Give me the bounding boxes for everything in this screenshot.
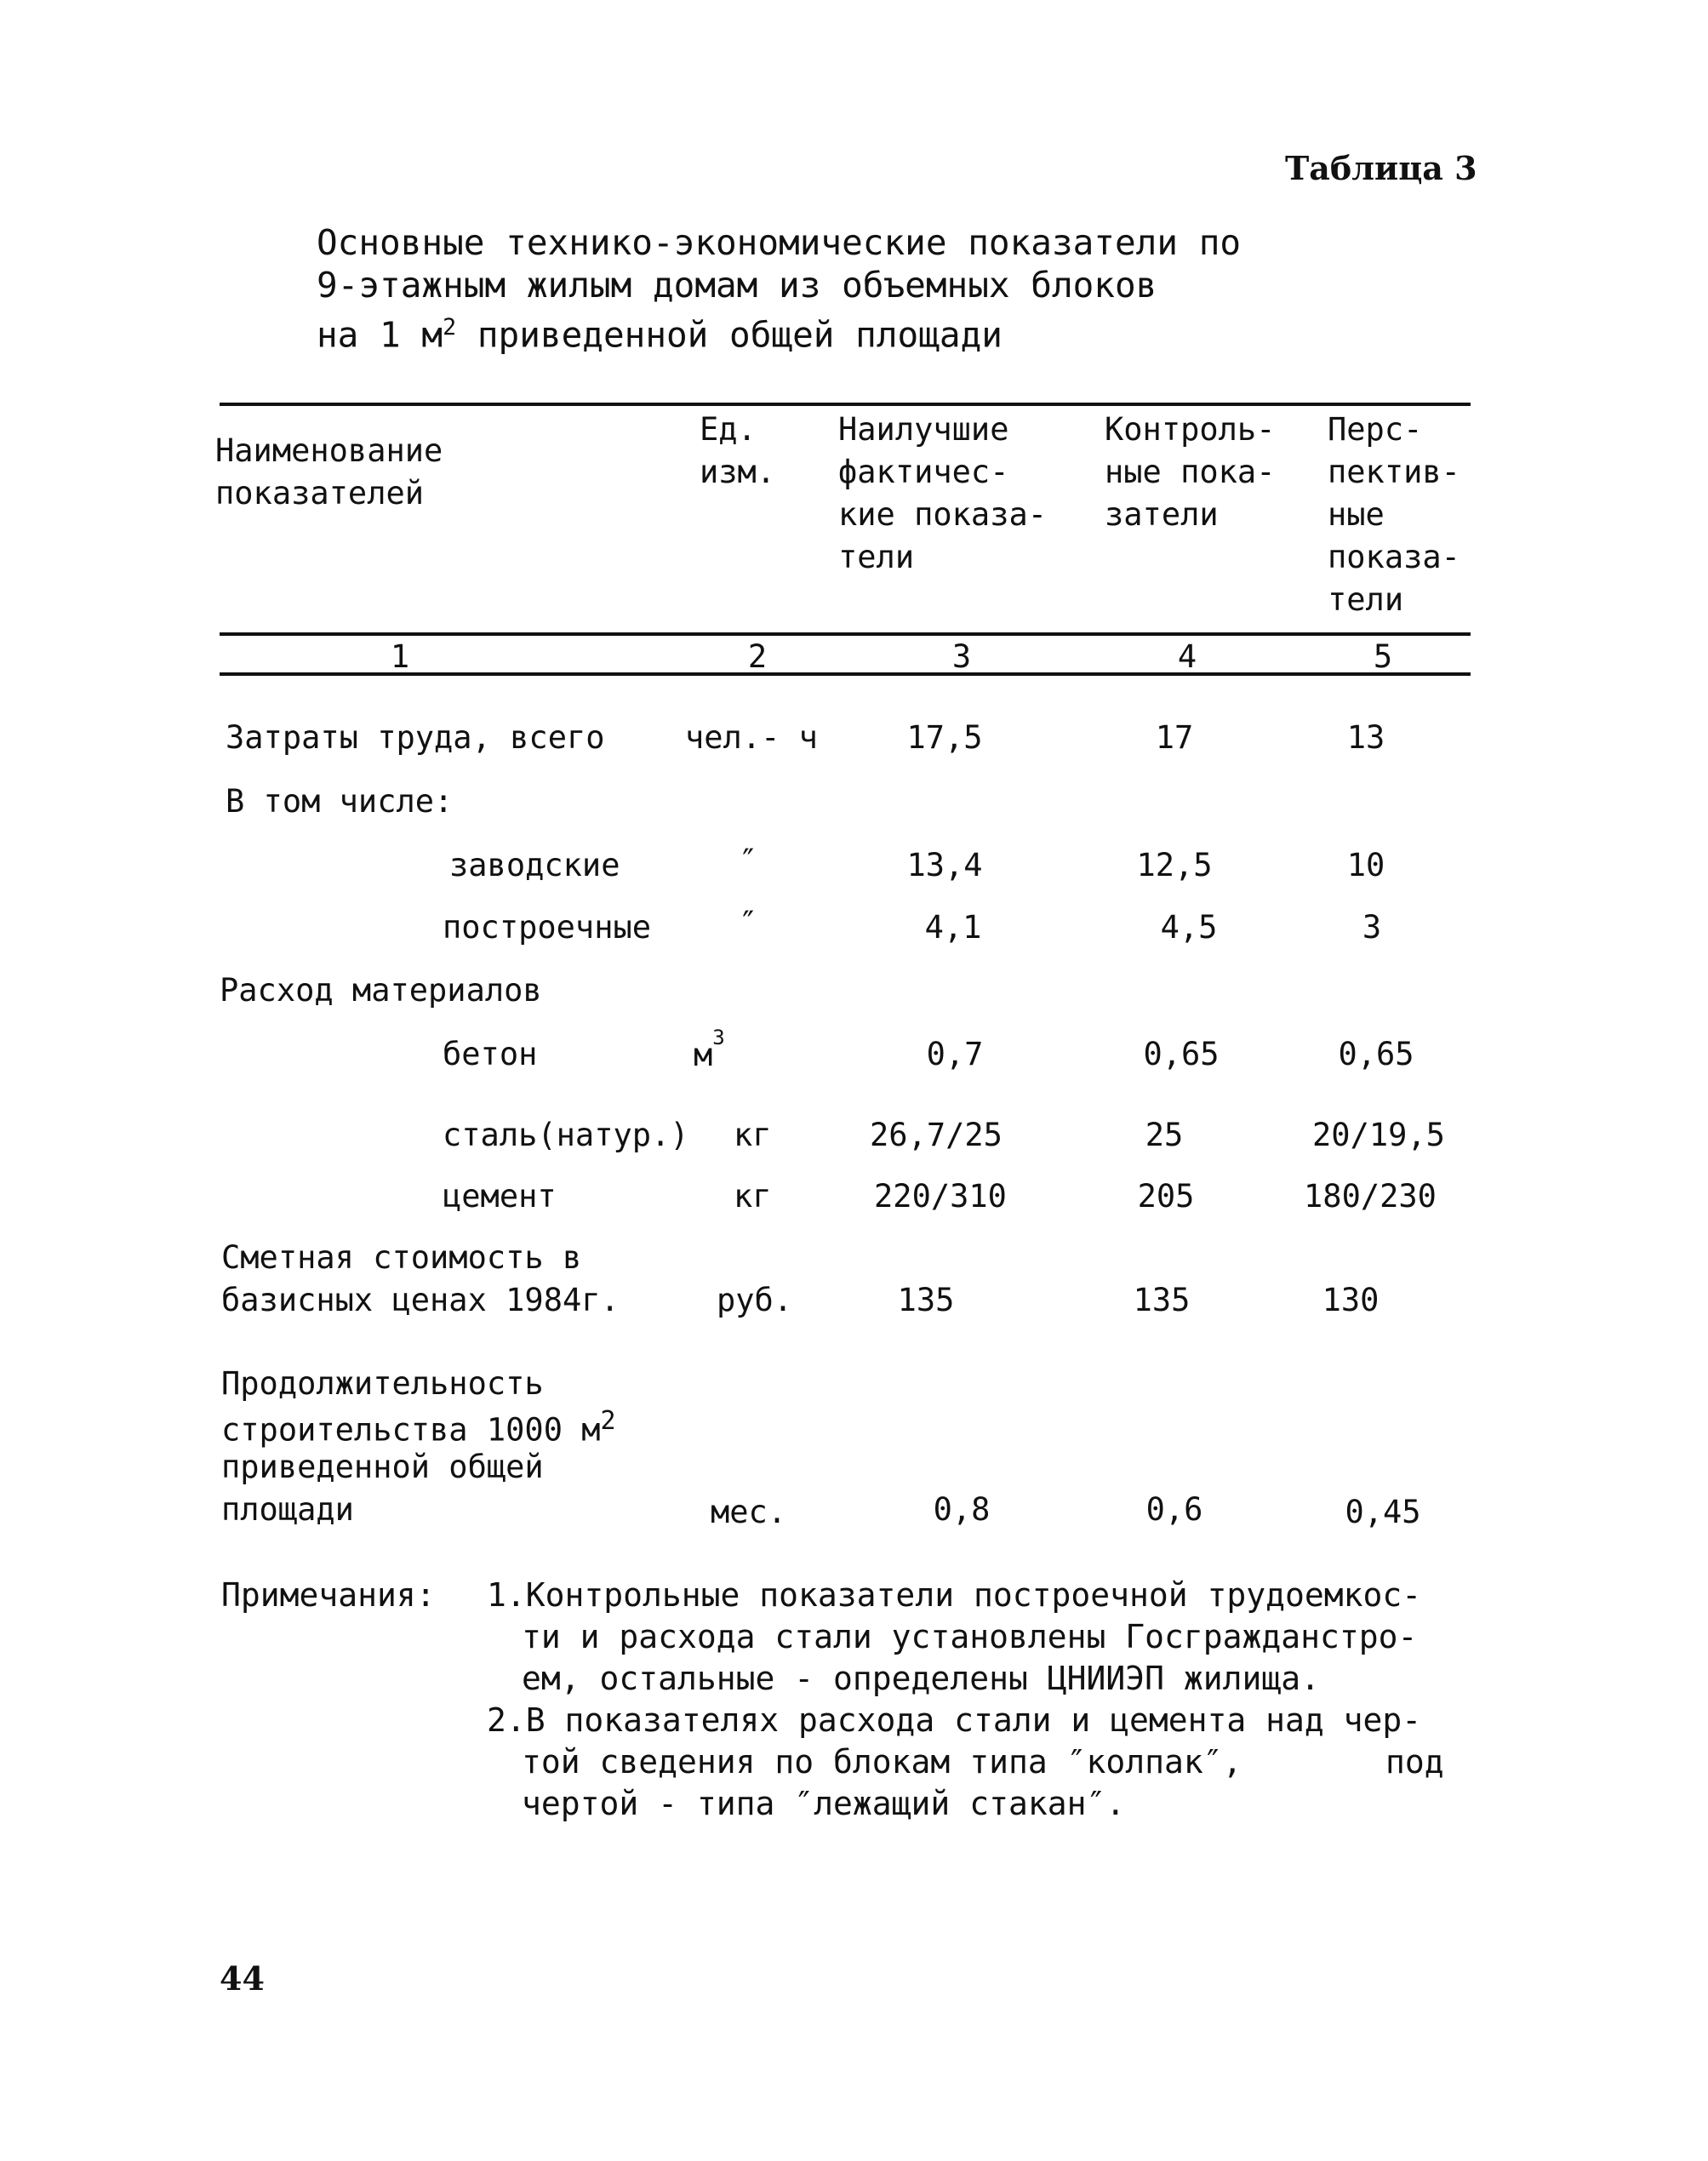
col-header-best: Наилучшие фактичес- кие показа- тели bbox=[838, 411, 1048, 575]
row-value-best: 4,1 bbox=[924, 909, 982, 946]
row-value-control: 25 bbox=[1145, 1117, 1184, 1153]
col-number-1: 1 bbox=[390, 638, 410, 675]
note-2-line-2: той сведения по блокам типа ″колпак″, bbox=[522, 1743, 1242, 1781]
row-value-best: 13,4 bbox=[906, 847, 983, 883]
row-name-line-2: строительства 1000 $м^2$ bbox=[221, 1406, 616, 1449]
col-number-3: 3 bbox=[951, 638, 972, 675]
row-name: бетон bbox=[443, 1036, 538, 1072]
note-2-line-1: 2.В показателях расхода стали и цемента над чер- bbox=[487, 1701, 1422, 1739]
title-line-3: на 1 $м^2$ приведенной общей площади bbox=[317, 314, 1003, 356]
col-number-2: 2 bbox=[747, 638, 768, 675]
table-label: Таблица 3 bbox=[1285, 149, 1477, 187]
row-value-perspective: 0,45 bbox=[1345, 1494, 1421, 1530]
row-unit: ″ bbox=[739, 905, 758, 941]
row-value-perspective: 180/230 bbox=[1304, 1178, 1437, 1215]
row-value-best: 0,8 bbox=[933, 1491, 991, 1528]
row-value-control: 0,65 bbox=[1143, 1036, 1220, 1072]
row-value-control: 12,5 bbox=[1136, 847, 1213, 883]
row-name: сталь(натур.) bbox=[443, 1117, 689, 1153]
col-header-control: Контроль- ные пока- затели bbox=[1105, 411, 1276, 533]
note-1-line-1: 1.Контрольные показатели построечной трудоемкос- bbox=[487, 1576, 1422, 1614]
row-value-best: 135 bbox=[897, 1282, 955, 1318]
row-name-line-2: базисных ценах 1984г. bbox=[221, 1282, 620, 1318]
row-value-perspective: 13 bbox=[1346, 719, 1385, 756]
row-name: построечные bbox=[443, 909, 652, 946]
row-name-line-3: приведенной общей bbox=[221, 1449, 544, 1485]
col-header-name: Наименование показателей bbox=[215, 432, 443, 512]
row-unit: $м^3$ bbox=[694, 1026, 725, 1074]
row-value-perspective: 10 bbox=[1346, 847, 1385, 883]
table-top-rule bbox=[220, 403, 1471, 406]
row-value-best: 0,7 bbox=[926, 1036, 984, 1072]
row-name: заводские bbox=[449, 847, 620, 883]
row-value-best: 17,5 bbox=[906, 719, 983, 756]
col-header-unit: Ед. изм. bbox=[700, 411, 776, 490]
row-name: Затраты труда, всего bbox=[226, 719, 605, 756]
title-line-2: 9-этажным жилым домам из объемных блоков bbox=[317, 265, 1157, 306]
row-value-perspective: 3 bbox=[1362, 909, 1382, 946]
row-name-line-4: площади bbox=[221, 1491, 354, 1528]
row-including: В том числе: bbox=[226, 783, 454, 820]
row-name-line-1: Сметная стоимость в bbox=[221, 1239, 582, 1276]
row-value-best: 220/310 bbox=[874, 1178, 1007, 1215]
note-1-line-2: ти и расхода стали установлены Госгражданстро- bbox=[522, 1618, 1418, 1655]
row-value-perspective: 0,65 bbox=[1338, 1036, 1414, 1072]
page-number: 44 bbox=[220, 1959, 265, 1998]
header-bottom-rule bbox=[220, 632, 1471, 636]
row-value-control: 205 bbox=[1137, 1178, 1195, 1215]
row-unit: руб. bbox=[717, 1282, 793, 1318]
title-line-1: Основные технико-экономические показатели по bbox=[317, 222, 1242, 263]
row-value-perspective: 20/19,5 bbox=[1312, 1117, 1445, 1153]
row-materials: Расход материалов bbox=[220, 972, 542, 1009]
row-unit: ″ bbox=[739, 843, 758, 879]
row-unit: чел.- ч bbox=[685, 719, 818, 756]
row-value-control: 4,5 bbox=[1160, 909, 1218, 946]
row-value-perspective: 130 bbox=[1322, 1282, 1380, 1318]
row-unit: кг bbox=[734, 1178, 772, 1215]
row-value-control: 135 bbox=[1133, 1282, 1191, 1318]
note-1-line-3: ем, остальные - определены ЦНИИЭП жилища. bbox=[522, 1660, 1320, 1697]
note-2-line-3: чертой - типа ″лежащий стакан″. bbox=[522, 1785, 1126, 1822]
row-unit: мес. bbox=[711, 1494, 787, 1530]
row-value-control: 0,6 bbox=[1145, 1491, 1203, 1528]
row-unit: кг bbox=[734, 1117, 772, 1153]
row-name: цемент bbox=[443, 1178, 557, 1215]
row-name-line-1: Продолжительность bbox=[221, 1365, 544, 1402]
notes-label: Примечания: bbox=[221, 1576, 436, 1614]
row-value-control: 17 bbox=[1155, 719, 1194, 756]
note-2-line-2-end: под bbox=[1385, 1743, 1444, 1781]
col-number-5: 5 bbox=[1373, 638, 1393, 675]
row-value-best: 26,7/25 bbox=[870, 1117, 1003, 1153]
col-header-perspective: Перс- пектив- ные показа- тели bbox=[1328, 411, 1460, 618]
col-number-4: 4 bbox=[1177, 638, 1197, 675]
